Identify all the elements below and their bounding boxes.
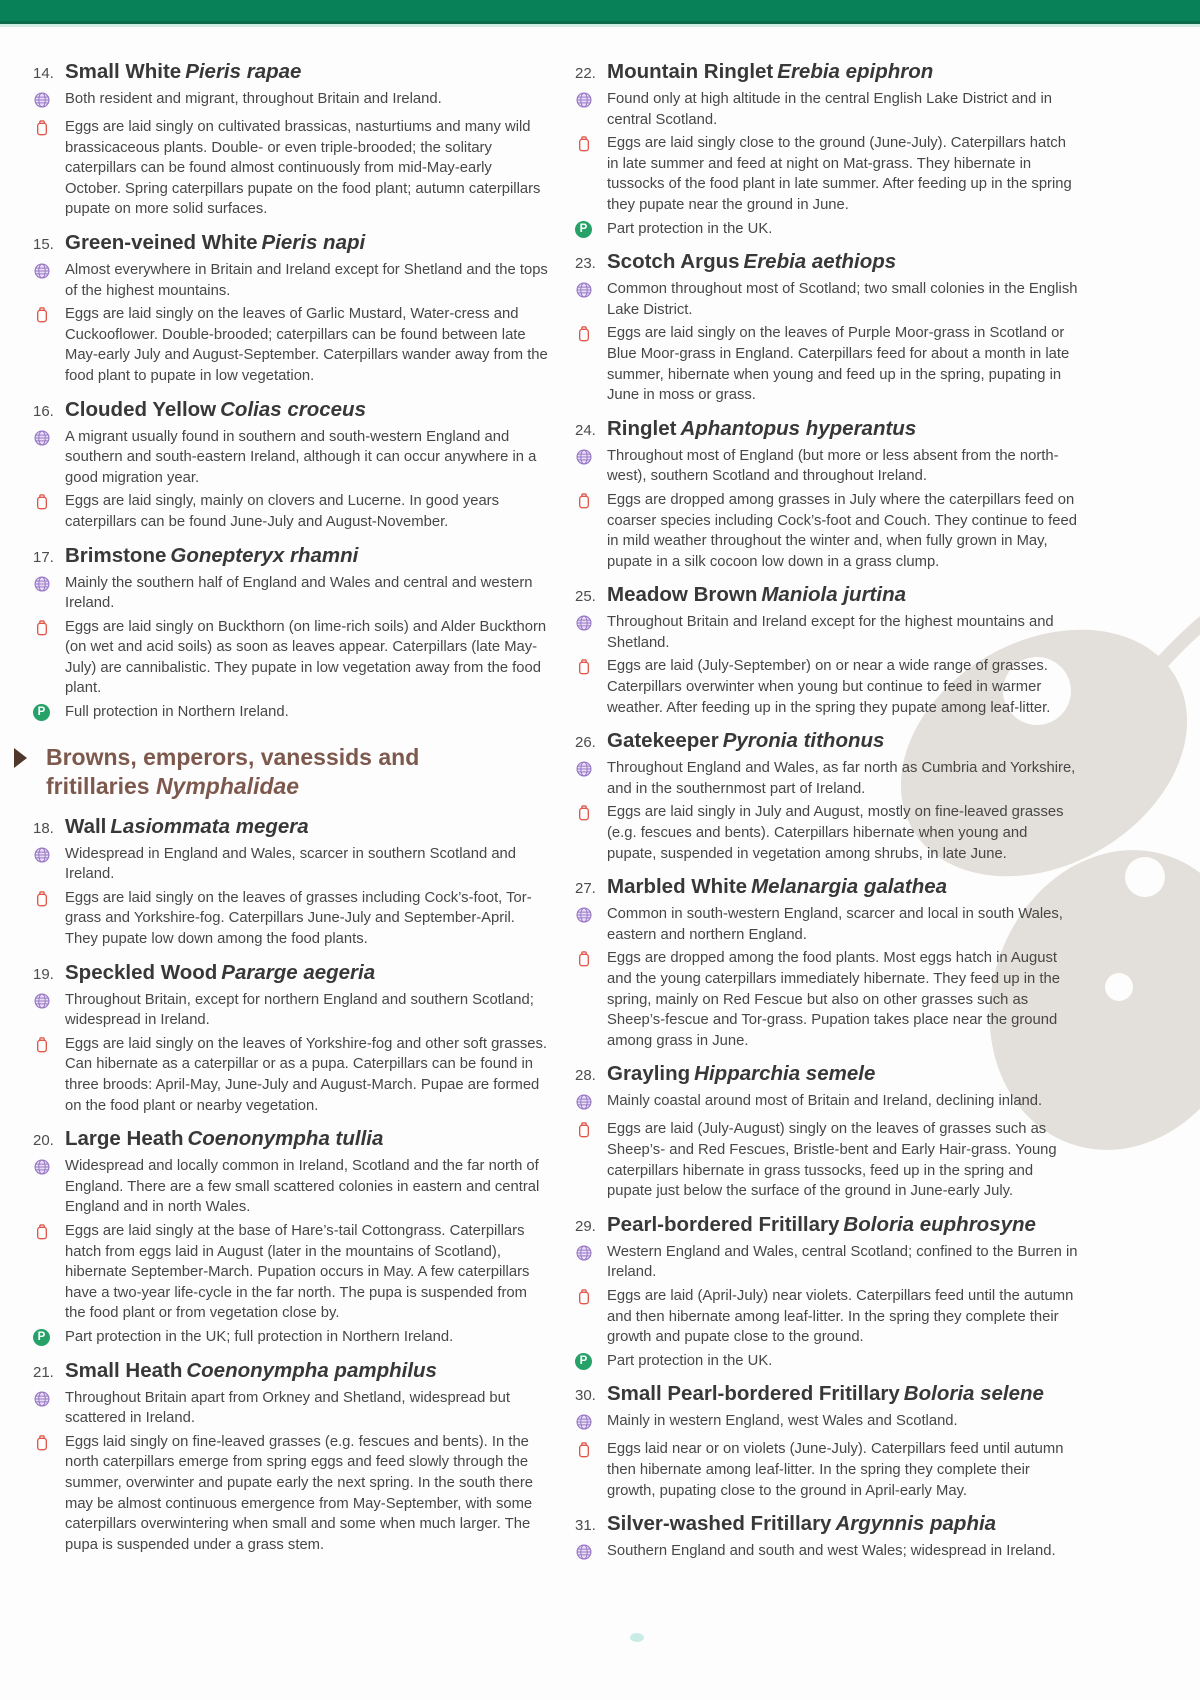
species-latin-name: Hipparchia semele — [694, 1062, 876, 1086]
p-badge-letter: P — [575, 221, 592, 238]
species-entry — [33, 396, 548, 533]
species-latin-name: Pyronia tithonus — [722, 729, 885, 753]
species-heading — [65, 813, 309, 840]
globe-icon — [575, 904, 607, 945]
globe-icon — [33, 427, 65, 489]
distribution-text: Widespread and locally common in Ireland, Scotland and the far north of England. There are a few small scattered colonies in eastern and central England and in north Wales. — [65, 1158, 540, 1216]
egg-icon — [575, 323, 607, 405]
species-number: 31. — [575, 1517, 596, 1535]
distribution-text: Almost everywhere in Britain and Ireland except for Shetland and the tops of the highest mountains. — [65, 261, 548, 299]
eggs-text: Eggs are laid singly on the leaves of Garlic Mustard, Water-cress and Cuckooflower. Double-brooded; caterpillars can be found between late May-early July and August-September. Caterpillars wander away from the food plant to pupate in low vegetation. — [65, 306, 548, 384]
species-latin-name: Maniola jurtina — [761, 583, 906, 607]
species-common-name: Small Heath — [65, 1358, 183, 1382]
distribution-row — [575, 1541, 1080, 1566]
globe-icon — [33, 1156, 65, 1218]
species-entry — [575, 248, 1080, 406]
species-common-name: Brimstone — [65, 543, 167, 567]
p-badge-letter: P — [33, 1329, 50, 1346]
distribution-row — [33, 990, 548, 1031]
egg-icon — [575, 802, 607, 864]
eggs-row — [575, 1439, 1080, 1501]
species-heading — [607, 58, 933, 85]
distribution-row — [575, 904, 1080, 945]
species-latin-name: Lasiommata megera — [110, 814, 309, 838]
species-heading — [607, 1211, 1036, 1238]
distribution-text: Mainly coastal around most of Britain and Ireland, declining inland. — [607, 1093, 1043, 1110]
globe-icon — [575, 1242, 607, 1283]
species-header — [33, 1357, 548, 1384]
species-heading — [607, 248, 896, 275]
egg-icon — [33, 617, 65, 699]
globe-icon — [33, 89, 65, 114]
p-badge-letter: P — [575, 1353, 592, 1370]
species-common-name: Large Heath — [65, 1127, 184, 1151]
distribution-row — [575, 1242, 1080, 1283]
distribution-text: Throughout most of England (but more or less absent from the north-west), southern Scotland and throughout Ireland. — [607, 447, 1059, 485]
species-latin-name: Coenonympha pamphilus — [186, 1358, 437, 1382]
globe-icon — [575, 758, 607, 799]
species-number: 29. — [575, 1217, 596, 1235]
species-number: 25. — [575, 588, 596, 606]
species-header — [575, 1380, 1080, 1407]
protection-row — [575, 1351, 1080, 1372]
page-top-bar — [0, 0, 1200, 27]
egg-icon — [575, 1286, 607, 1348]
globe-icon — [33, 260, 65, 301]
species-entry — [33, 959, 548, 1117]
egg-icon — [33, 304, 65, 386]
eggs-text: Eggs laid near or on violets (June-July). Caterpillars feed until autumn then hibernate among leaf-litter. In the spring they complete their growth, pupating close to the ground in April-early May. — [607, 1441, 1064, 1499]
distribution-row — [575, 279, 1080, 320]
species-header — [33, 229, 548, 256]
globe-icon — [575, 279, 607, 320]
species-common-name: Grayling — [607, 1062, 691, 1086]
globe-icon — [575, 612, 607, 653]
species-heading — [65, 396, 366, 423]
species-entry — [575, 58, 1080, 239]
species-heading — [607, 873, 947, 900]
species-entry — [33, 229, 548, 387]
species-common-name: Marbled White — [607, 875, 748, 899]
left-column — [33, 27, 548, 1558]
species-heading — [607, 415, 916, 442]
species-header — [33, 1125, 548, 1152]
page-bottom-mark — [630, 1633, 644, 1642]
species-header — [33, 959, 548, 986]
eggs-row — [33, 888, 548, 950]
species-header — [33, 58, 548, 85]
distribution-row — [575, 1091, 1080, 1116]
species-header — [575, 581, 1080, 608]
species-number: 18. — [33, 819, 54, 837]
species-header — [575, 1211, 1080, 1238]
distribution-text: Common in south-western England, scarcer and local in south Wales, eastern and northern England. — [607, 906, 1063, 943]
species-entry — [33, 813, 548, 950]
species-common-name: Gatekeeper — [607, 729, 719, 753]
eggs-row — [575, 948, 1080, 1051]
species-number: 21. — [33, 1363, 54, 1381]
eggs-text: Eggs are laid singly close to the ground (June-July). Caterpillars hatch in late summer and feed at night on Mat-grass. They hibernate in tussocks of the food plant in late summer. After feeding up in the spring they pupate near the ground in June. — [607, 135, 1072, 213]
eggs-text: Eggs are laid singly on the leaves of Yorkshire-fog and other soft grasses. Can hibernate as a caterpillar or as a pupa. Caterpillars can be found in three broods: April-May, June-July and August-March. Pupae are formed on the food plant or nearby vegetation. — [65, 1035, 548, 1114]
species-common-name: Small White — [65, 60, 182, 83]
distribution-text: Common throughout most of Scotland; two small colonies in the English Lake District. — [607, 281, 1078, 318]
distribution-text: Both resident and migrant, throughout Britain and Ireland. — [65, 91, 442, 107]
protection-text: Full protection in Northern Ireland. — [65, 704, 289, 721]
distribution-text: Widespread in England and Wales, scarcer in southern Scotland and Ireland. — [65, 845, 517, 883]
egg-icon — [575, 1439, 607, 1501]
globe-icon — [575, 89, 607, 130]
species-number: 26. — [575, 734, 596, 752]
p-badge-icon — [575, 219, 607, 240]
eggs-text: Eggs are laid (July-September) on or near a wide range of grasses. Caterpillars overwinter when young but continue to feed in warmer weather. After feeding up in the spring they pupate among leaf-litter. — [607, 658, 1051, 716]
species-header — [33, 396, 548, 423]
eggs-text: Eggs are dropped among the food plants. Most eggs hatch in August and the young caterpillars immediately hibernate. They feed up in the spring, mainly on Red Fescue but also on other grasses such as Sheep’s-fescue and Tor-grass. Pupation takes place near the ground among grass in June. — [607, 950, 1060, 1049]
egg-icon — [575, 656, 607, 718]
egg-icon — [33, 1034, 65, 1116]
distribution-row — [575, 612, 1080, 653]
globe-icon — [575, 446, 607, 487]
species-header — [575, 248, 1080, 275]
eggs-text: Eggs are laid singly on the leaves of grasses including Cock’s-foot, Tor-grass and Yorkshire-fog. Caterpillars June-July and September-April. They pupate low down among the food plants. — [65, 889, 532, 948]
species-latin-name: Pieris rapae — [185, 60, 302, 83]
species-common-name: Clouded Yellow — [65, 397, 217, 421]
species-latin-name: Coenonympha tullia — [187, 1127, 384, 1151]
species-common-name: Mountain Ringlet — [607, 60, 774, 83]
species-latin-name: Erebia epiphron — [777, 60, 934, 83]
distribution-text: Western England and Wales, central Scotland; confined to the Burren in Ireland. — [607, 1243, 1078, 1281]
species-header — [33, 813, 548, 840]
distribution-text: Found only at high altitude in the central English Lake District and in central Scotland. — [607, 91, 1052, 128]
species-entry — [575, 873, 1080, 1051]
species-header — [575, 873, 1080, 900]
species-entry — [33, 542, 548, 723]
eggs-row — [33, 1432, 548, 1556]
eggs-text: Eggs are laid (April-July) near violets. Caterpillars feed until the autumn and then hibernate among leaf-litter. In the spring they complete their growth and pupate close to the ground. — [607, 1287, 1074, 1346]
distribution-text: Southern England and south and west Wales; widespread in Ireland. — [607, 1543, 1056, 1560]
species-entry — [575, 1380, 1080, 1501]
distribution-text: Throughout England and Wales, as far north as Cumbria and Yorkshire, and in the southernmost part of Ireland. — [607, 760, 1076, 797]
egg-icon — [575, 490, 607, 572]
species-entry — [33, 1357, 548, 1556]
distribution-text: Mainly in western England, west Wales and Scotland. — [607, 1413, 958, 1430]
species-heading — [65, 58, 301, 85]
species-heading — [607, 1380, 1044, 1407]
distribution-row — [33, 1388, 548, 1429]
species-header — [575, 415, 1080, 442]
eggs-text: Eggs are dropped among grasses in July where the caterpillars feed on coarser species including Cock’s-foot and Couch. They continue to feed in mild weather throughout the winter and, when fully grown in May, pupate in a silk cocoon low down in a grass clump. — [607, 491, 1077, 570]
family-section-heading — [14, 743, 548, 801]
species-common-name: Small Pearl-bordered Fritillary — [607, 1382, 900, 1406]
species-heading — [65, 1357, 437, 1384]
species-latin-name: Melanargia galathea — [751, 875, 948, 899]
species-latin-name: Boloria euphrosyne — [843, 1212, 1036, 1236]
species-heading — [607, 1510, 996, 1537]
globe-icon — [575, 1091, 607, 1116]
species-latin-name: Aphantopus hyperantus — [680, 416, 917, 440]
p-badge-letter: P — [33, 704, 50, 721]
species-header — [575, 58, 1080, 85]
species-number: 24. — [575, 421, 596, 439]
distribution-text: A migrant usually found in southern and south-western England and southern and south-eastern Ireland, although it can occur anywhere in a good migration year. — [65, 428, 537, 486]
distribution-text: Throughout Britain, except for northern England and southern Scotland; widespread in Ireland. — [65, 991, 534, 1029]
eggs-text: Eggs are laid (July-August) singly on the leaves of grasses such as Sheep’s- and Red Fescues, Bristle-bent and Early Hair-grass. Young caterpillars hibernate in grass tussocks, feed up in the spring and pupate just below the surface of the ground in June-early July. — [607, 1121, 1057, 1200]
species-latin-name: Boloria selene — [903, 1382, 1044, 1406]
species-number: 23. — [575, 255, 596, 273]
species-common-name: Pearl-bordered Fritillary — [607, 1212, 840, 1236]
eggs-text: Eggs are laid singly, mainly on clovers and Lucerne. In good years caterpillars can be found June-July and August-November. — [65, 493, 500, 530]
family-section-title — [46, 743, 486, 801]
protection-row — [33, 702, 548, 723]
species-common-name: Ringlet — [607, 416, 677, 440]
species-heading — [65, 1125, 383, 1152]
species-number: 19. — [33, 965, 54, 983]
species-number: 30. — [575, 1387, 596, 1405]
species-entry — [33, 1125, 548, 1347]
globe-icon — [33, 844, 65, 885]
species-entry — [575, 581, 1080, 718]
eggs-text: Eggs are laid singly at the base of Hare’s-tail Cottongrass. Caterpillars hatch from eggs laid in August (later in the mountains of Scotland), hibernate September-March. Pupation occurs in May. A few caterpillars have a two-year life-cycle in the far north. The pupa is suspended from the food plant or from vegetation close by. — [65, 1222, 530, 1322]
species-number: 17. — [33, 548, 54, 566]
distribution-row — [575, 446, 1080, 487]
protection-text: Part protection in the UK. — [607, 1352, 773, 1369]
species-number: 16. — [33, 402, 54, 420]
eggs-row — [33, 117, 548, 220]
species-latin-name: Argynnis paphia — [835, 1512, 997, 1536]
distribution-text: Throughout Britain apart from Orkney and Shetland, widespread but scattered in Ireland. — [65, 1389, 510, 1427]
eggs-text: Eggs laid singly on fine-leaved grasses (e.g. fescues and bents). In the north caterpillars emerge from spring eggs and feed slowly through the summer, overwinter and pupate early the next spring. In the south there may be almost continuous emergence from May-September, with some caterpillars overwintering when small and some when much larger. The pupa is suspended under a grass stem. — [65, 1433, 534, 1553]
distribution-row — [33, 260, 548, 301]
egg-icon — [575, 133, 607, 215]
species-entry — [575, 1510, 1080, 1566]
right-column — [575, 27, 1080, 1569]
distribution-row — [33, 427, 548, 489]
p-badge-icon — [33, 1327, 65, 1348]
distribution-text: Mainly the southern half of England and Wales and central and western Ireland. — [65, 574, 533, 612]
eggs-row — [575, 802, 1080, 864]
distribution-row — [33, 573, 548, 614]
globe-icon — [33, 1388, 65, 1429]
eggs-row — [575, 323, 1080, 405]
species-common-name: Green-veined White — [65, 230, 258, 254]
triangle-right-icon — [14, 748, 41, 768]
family-common-names: Browns, emperors, vanessids and fritillaries — [46, 743, 420, 799]
eggs-row — [575, 133, 1080, 215]
species-header — [33, 542, 548, 569]
egg-icon — [575, 1119, 607, 1201]
globe-icon — [575, 1411, 607, 1436]
species-heading — [607, 581, 906, 608]
eggs-row — [575, 1119, 1080, 1201]
distribution-row — [575, 89, 1080, 130]
species-common-name: Meadow Brown — [607, 583, 758, 607]
globe-icon — [33, 573, 65, 614]
eggs-row — [575, 490, 1080, 572]
species-heading — [65, 542, 358, 569]
distribution-row — [33, 844, 548, 885]
species-heading — [607, 727, 884, 754]
species-number: 20. — [33, 1132, 54, 1150]
species-header — [575, 1060, 1080, 1087]
species-header — [575, 1510, 1080, 1537]
species-heading — [65, 229, 365, 256]
eggs-text: Eggs are laid singly in July and August, mostly on fine-leaved grasses (e.g. fescues and bents). Caterpillars hibernate when young and pupate, suspended in vegetation among shrubs, in late June. — [607, 804, 1064, 862]
species-header — [575, 727, 1080, 754]
distribution-row — [575, 1411, 1080, 1436]
species-latin-name: Pieris napi — [261, 230, 366, 254]
species-latin-name: Pararge aegeria — [221, 960, 376, 984]
species-common-name: Silver-washed Fritillary — [607, 1512, 832, 1536]
species-number: 22. — [575, 65, 596, 82]
egg-icon — [33, 117, 65, 220]
distribution-row — [33, 89, 548, 114]
species-heading — [65, 959, 375, 986]
eggs-row — [33, 617, 548, 699]
globe-icon — [33, 990, 65, 1031]
species-entry — [33, 58, 548, 220]
protection-row — [33, 1327, 548, 1348]
species-latin-name: Gonepteryx rhamni — [170, 543, 359, 567]
egg-icon — [575, 948, 607, 1051]
species-number: 27. — [575, 880, 596, 898]
p-badge-icon — [33, 702, 65, 723]
species-latin-name: Erebia aethiops — [743, 250, 897, 274]
eggs-text: Eggs are laid singly on cultivated brassicas, nasturtiums and many wild brassicaceous plants. Double- or even triple-brooded; the solitary caterpillars can be found almost continuously from mid-May-early October. Spring caterpillars pupate on the food plant; autumn caterpillars pupate on more solid surfaces. — [65, 119, 541, 218]
eggs-row — [33, 1221, 548, 1324]
species-heading — [607, 1060, 875, 1087]
egg-icon — [33, 888, 65, 950]
eggs-row — [33, 491, 548, 532]
egg-icon — [33, 1221, 65, 1324]
species-number: 15. — [33, 235, 54, 253]
egg-icon — [33, 1432, 65, 1556]
eggs-row — [33, 304, 548, 386]
species-entry — [575, 415, 1080, 573]
protection-text: Part protection in the UK. — [607, 220, 773, 237]
distribution-row — [575, 758, 1080, 799]
egg-icon — [33, 491, 65, 532]
eggs-row — [33, 1034, 548, 1116]
eggs-row — [575, 656, 1080, 718]
eggs-text: Eggs are laid singly on Buckthorn (on lime-rich soils) and Alder Buckthorn (on wet and acid soils) as soon as leaves appear. Caterpillars (late May-July) are cannibalistic. They pupate in low vegetation away from the food plant. — [65, 618, 547, 697]
family-latin-name: Nymphalidae — [155, 772, 300, 799]
globe-icon — [575, 1541, 607, 1566]
species-common-name: Wall — [65, 814, 107, 838]
species-common-name: Scotch Argus — [607, 250, 740, 274]
distribution-row — [33, 1156, 548, 1218]
species-number: 28. — [575, 1067, 596, 1085]
protection-text: Part protection in the UK; full protection in Northern Ireland. — [65, 1328, 454, 1345]
distribution-text: Throughout Britain and Ireland except for the highest mountains and Shetland. — [607, 614, 1054, 651]
species-entry — [575, 727, 1080, 864]
p-badge-icon — [575, 1351, 607, 1372]
eggs-row — [575, 1286, 1080, 1348]
species-entry — [575, 1211, 1080, 1372]
species-common-name: Speckled Wood — [65, 960, 218, 984]
species-number: 14. — [33, 65, 54, 82]
species-latin-name: Colias croceus — [220, 397, 366, 421]
protection-row — [575, 219, 1080, 240]
species-entry — [575, 1060, 1080, 1201]
eggs-text: Eggs are laid singly on the leaves of Purple Moor-grass in Scotland or Blue Moor-grass in England. Caterpillars feed for about a month in late summer, hibernate when young and feed up in the spring, pupating in June in moss or grass. — [607, 325, 1070, 404]
